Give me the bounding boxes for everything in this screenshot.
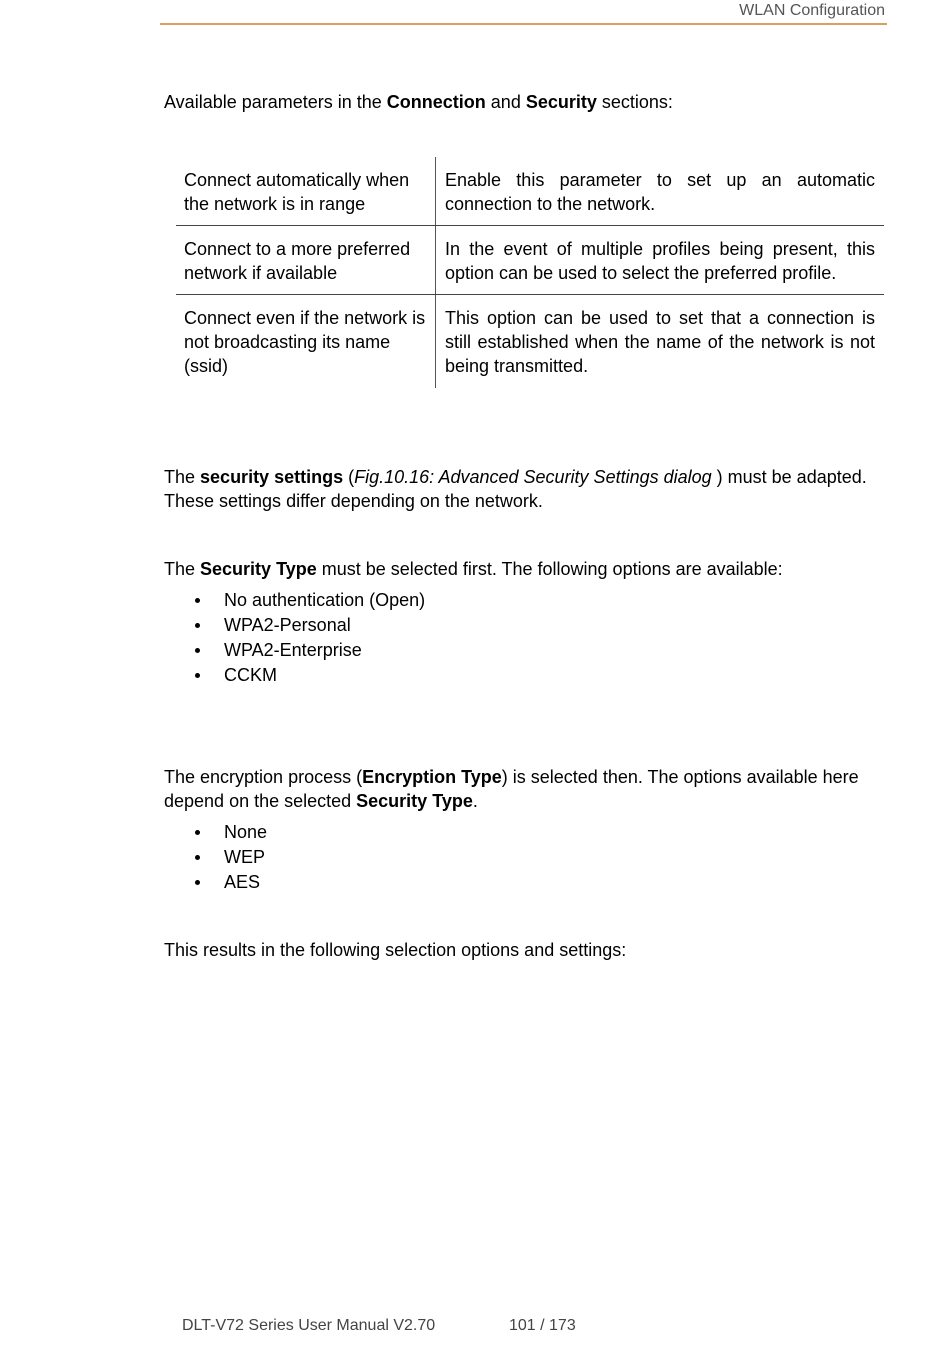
- bullet-icon: [195, 855, 200, 860]
- security-prefix: The: [164, 467, 201, 487]
- intro-mid: and: [485, 92, 526, 112]
- intro-paragraph: [164, 90, 886, 114]
- figure-reference: Fig.10.16: Advanced Security Settings dialog: [354, 467, 712, 487]
- results-paragraph: This results in the following selection options and settings:: [164, 940, 627, 960]
- table-row: [176, 295, 884, 389]
- parameter-name: Connect automatically when the network is in range: [176, 157, 436, 226]
- parameters-table: [176, 157, 884, 388]
- parameter-description: This option can be used to set that a connection is still established when the name of the network is not being transmitted.: [445, 308, 875, 376]
- list-item-label: AES: [224, 872, 261, 892]
- security-settings-term: security settings: [200, 467, 344, 487]
- encryption-mid: ) is selected then. The options available here depend on the selected: [164, 767, 859, 811]
- list-item-label: WPA2-Enterprise: [224, 640, 362, 660]
- parameter-name: Connect to a more preferred network if available: [176, 226, 436, 295]
- security-type-prefix: The: [164, 559, 201, 579]
- security-type-paragraph: [164, 557, 886, 581]
- encryption-paragraph: [164, 765, 886, 813]
- security-settings-paragraph: [164, 465, 886, 513]
- table-row: [176, 157, 884, 226]
- list-item-label: CCKM: [224, 665, 277, 685]
- security-type-term: Security Type: [200, 559, 317, 579]
- footer-page-number: 101 / 173: [509, 1317, 576, 1334]
- intro-suffix: sections:: [596, 92, 673, 112]
- list-item-label: None: [224, 822, 268, 842]
- list-item: [190, 638, 425, 663]
- header-rule: [160, 23, 887, 25]
- security-suffix: ) must be adapted. These settings differ depending on the network.: [164, 467, 867, 511]
- encryption-suffix: .: [472, 791, 478, 811]
- intro-security-term: Security: [525, 92, 597, 112]
- running-header: WLAN Configuration: [739, 2, 885, 19]
- intro-prefix: Available parameters in the: [164, 92, 387, 112]
- list-item-label: WPA2-Personal: [224, 615, 351, 635]
- table-row: [176, 226, 884, 295]
- bullet-icon: [195, 623, 200, 628]
- list-item: [190, 663, 425, 688]
- parameter-description: Enable this parameter to set up an automatic connection to the network.: [436, 157, 885, 226]
- parameter-name: Connect even if the network is not broadcasting its name (ssid): [176, 295, 436, 389]
- bullet-icon: [195, 830, 200, 835]
- list-item: [190, 870, 267, 895]
- bullet-icon: [195, 598, 200, 603]
- security-open-paren: (: [343, 467, 355, 487]
- security-type-suffix: must be selected first. The following options are available:: [316, 559, 783, 579]
- bullet-icon: [195, 673, 200, 678]
- encryption-type-list: [190, 820, 267, 895]
- bullet-icon: [195, 648, 200, 653]
- intro-connection-term: Connection: [386, 92, 486, 112]
- list-item-label: No authentication (Open): [224, 590, 426, 610]
- security-type-term-ref: Security Type: [356, 791, 473, 811]
- bullet-icon: [195, 880, 200, 885]
- encryption-prefix: The encryption process (: [164, 767, 363, 787]
- list-item: [190, 845, 267, 870]
- list-item: [190, 820, 267, 845]
- encryption-type-term: Encryption Type: [362, 767, 502, 787]
- list-item: [190, 588, 425, 613]
- security-type-list: [190, 588, 425, 688]
- parameter-description: In the event of multiple profiles being present, this option can be used to select the preferred profile.: [436, 226, 885, 295]
- footer-manual-title: DLT-V72 Series User Manual V2.70: [182, 1317, 436, 1334]
- list-item-label: WEP: [224, 847, 266, 867]
- list-item: [190, 613, 425, 638]
